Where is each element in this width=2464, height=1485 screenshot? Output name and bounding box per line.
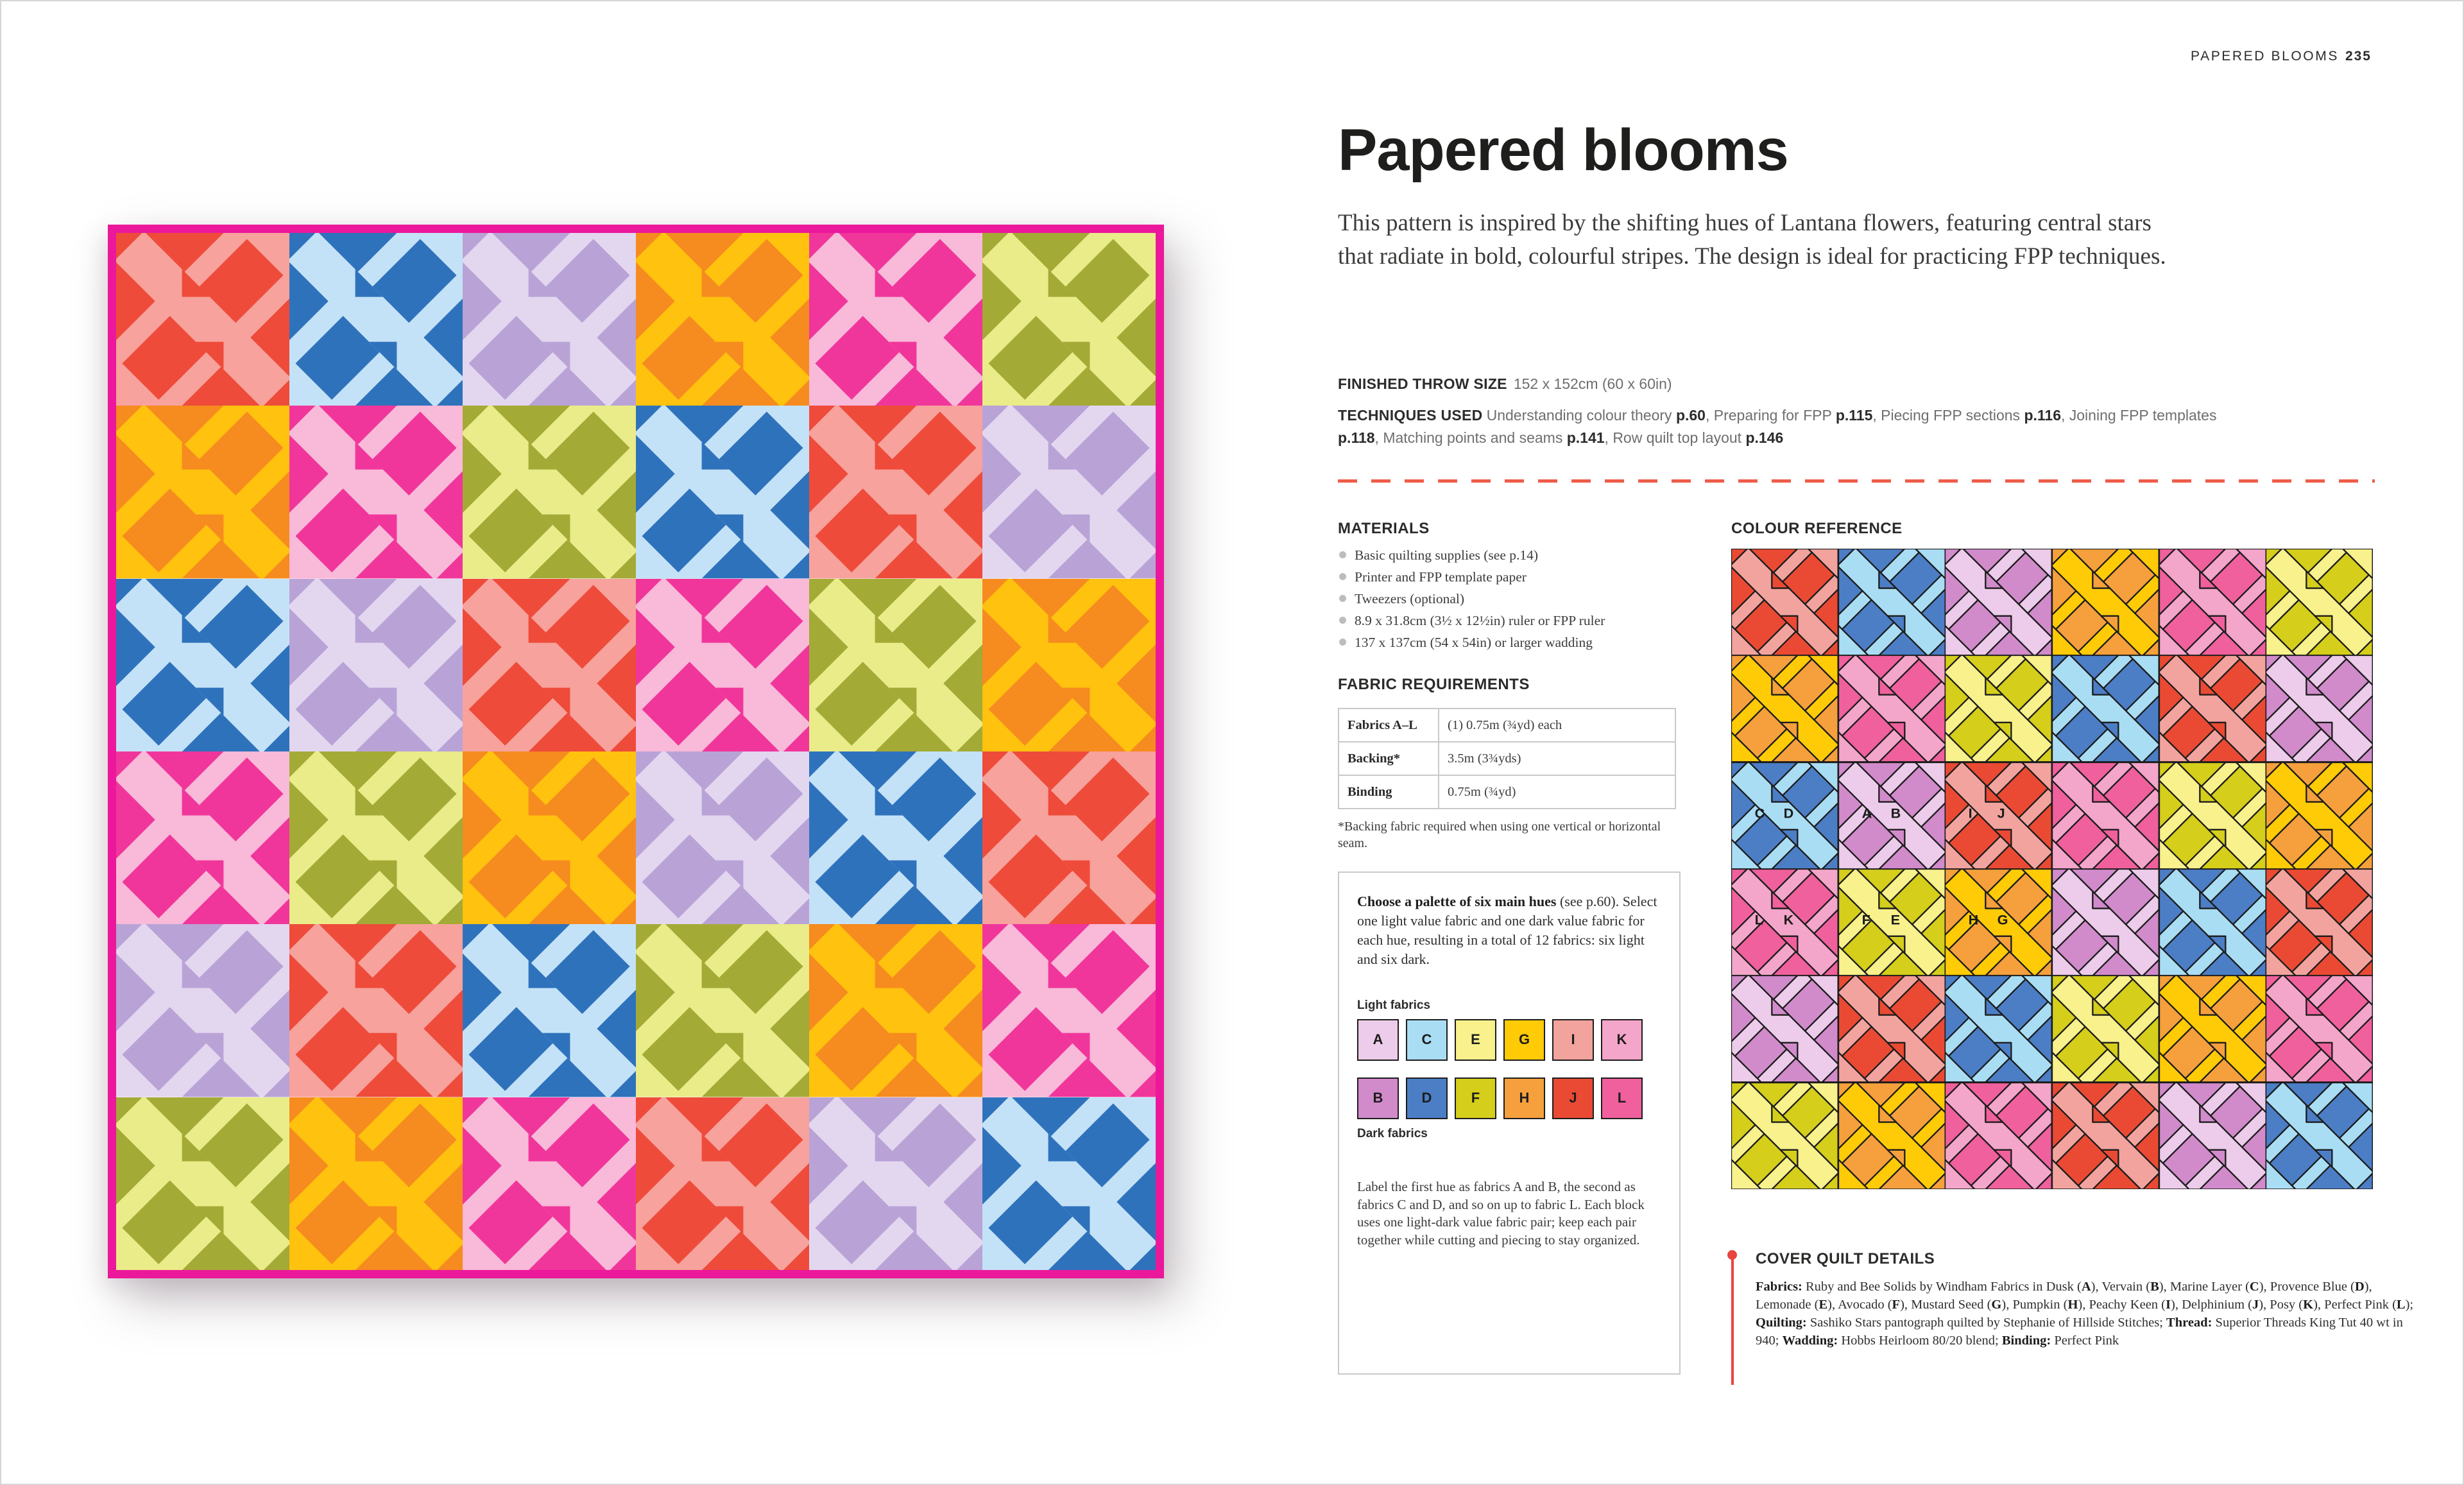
fabric-swatch-K: K bbox=[1601, 1019, 1643, 1061]
svg-text:J: J bbox=[1997, 805, 2006, 821]
svg-text:E: E bbox=[1890, 911, 1900, 928]
quilt-block bbox=[2159, 1083, 2266, 1189]
techniques-line bbox=[1338, 404, 2255, 449]
quilt-block bbox=[2052, 1083, 2159, 1189]
quilt-block bbox=[463, 579, 636, 751]
cover-quilt-details-text: Fabrics: Ruby and Bee Solids by Windham Fabrics in Dusk (A), Vervain (B), Marine Layer (C), Provence Blue (D), Lemonade (E), Avocado (F), Mustard Seed (G), Pumpkin (H), Peachy Keen (I), Delphinium (J), Posy (K), Perfect Pink (L); Quilting: Sashiko Stars pantograph quilted by Stephanie of Hillside Stitches; Thread: Superior Threads King Tut 40 wt in 940; Wadding: Hobbs Heirloom 80/20 blend; Binding: Perfect Pink bbox=[1756, 1280, 2414, 1348]
quilt-block bbox=[289, 1097, 463, 1270]
palette-instructions bbox=[1357, 892, 1661, 969]
dark-swatch-row bbox=[1357, 1077, 1661, 1119]
fabric-swatch-C: C bbox=[1406, 1019, 1448, 1061]
quilt-block bbox=[116, 924, 289, 1097]
colour-reference-diagram bbox=[1731, 549, 2373, 1189]
palette-box bbox=[1338, 871, 1681, 1375]
quilt-block bbox=[2266, 549, 2373, 655]
quilt-block bbox=[463, 751, 636, 924]
fabric-swatch-D: D bbox=[1406, 1077, 1448, 1119]
fabric-swatch-F: F bbox=[1455, 1077, 1496, 1119]
bullet-dot-icon bbox=[1339, 639, 1346, 646]
backing-footnote: *Backing fabric required when using one vertical or horizontal seam. bbox=[1338, 820, 1661, 850]
quilt-block bbox=[289, 233, 463, 406]
quilt-block bbox=[1838, 549, 1946, 655]
page-number: 235 bbox=[2345, 49, 2372, 64]
quilt-block bbox=[2266, 762, 2373, 869]
fabric-swatch-H: H bbox=[1503, 1077, 1545, 1119]
quilt-block bbox=[2159, 655, 2266, 762]
quilt-block bbox=[1731, 1083, 1838, 1189]
quilt-block bbox=[2266, 655, 2373, 762]
quilt-block bbox=[636, 579, 809, 751]
quilt-block bbox=[1731, 762, 1838, 869]
fabric-swatch-I: I bbox=[1552, 1019, 1594, 1061]
quilt-block bbox=[463, 233, 636, 406]
quilt-block bbox=[2052, 975, 2159, 1082]
techniques-items: Understanding colour theory p.60, Preparing for FPP p.115, Piecing FPP sections p.116, Joining FPP templates p.118, Matching points and seams p.141, Row quilt top layout p.146 bbox=[1338, 407, 2217, 446]
fabric-swatch-E: E bbox=[1455, 1019, 1496, 1061]
quilt-block bbox=[463, 406, 636, 578]
fabric-swatch-L: L bbox=[1601, 1077, 1643, 1119]
svg-text:A: A bbox=[1861, 805, 1872, 821]
dashed-divider bbox=[1338, 479, 2375, 483]
quilt-block bbox=[1731, 975, 1838, 1082]
svg-text:F: F bbox=[1861, 911, 1870, 928]
materials-section bbox=[1338, 521, 1710, 655]
svg-text:H: H bbox=[1968, 911, 1979, 928]
page-title: Papered blooms bbox=[1338, 117, 1788, 183]
bullet-dot-icon bbox=[1339, 595, 1346, 602]
quilt-block bbox=[809, 1097, 982, 1270]
svg-text:D: D bbox=[1783, 805, 1794, 821]
light-swatch-row bbox=[1357, 1019, 1661, 1061]
svg-text:G: G bbox=[1997, 911, 2008, 928]
quilt-block bbox=[116, 579, 289, 751]
quilt-block bbox=[982, 579, 1156, 751]
quilt-block bbox=[982, 233, 1156, 406]
quilt-block bbox=[1731, 549, 1838, 655]
quilt-block bbox=[1838, 655, 1946, 762]
quilt-block bbox=[2266, 1083, 2373, 1189]
running-head bbox=[2191, 49, 2372, 64]
quilt-block bbox=[2159, 549, 2266, 655]
materials-item: 137 x 137cm (54 x 54in) or larger wadding bbox=[1338, 634, 1710, 651]
finished-size-label: FINISHED THROW SIZE bbox=[1338, 375, 1507, 392]
techniques-label: TECHNIQUES USED bbox=[1338, 407, 1483, 424]
quilt-block bbox=[636, 1097, 809, 1270]
table-row: Fabrics A–L (1) 0.75m (¾yd) each bbox=[1339, 708, 1675, 742]
quilt-block bbox=[289, 924, 463, 1097]
finished-size-line bbox=[1338, 375, 1672, 393]
bullet-dot-icon bbox=[1339, 617, 1346, 624]
quilt-block bbox=[1945, 549, 2052, 655]
quilt-block bbox=[1731, 655, 1838, 762]
quilt-block bbox=[809, 751, 982, 924]
quilt-block bbox=[2159, 762, 2266, 869]
quilt-block bbox=[116, 751, 289, 924]
quilt-block bbox=[2052, 762, 2159, 869]
quilt-block bbox=[289, 406, 463, 578]
svg-text:C: C bbox=[1754, 805, 1765, 821]
fabric-swatch-A: A bbox=[1357, 1019, 1399, 1061]
quilt-block bbox=[1945, 1083, 2052, 1189]
pin-line bbox=[1731, 1258, 1734, 1385]
quilt-block bbox=[2052, 869, 2159, 975]
quilt-block bbox=[463, 924, 636, 1097]
quilt-block bbox=[289, 579, 463, 751]
light-fabrics-label: Light fabrics bbox=[1357, 998, 1431, 1012]
quilt-block bbox=[1945, 762, 2052, 869]
cover-quilt-details-heading: COVER QUILT DETAILS bbox=[1756, 1250, 1935, 1267]
materials-item: Basic quilting supplies (see p.14) bbox=[1338, 547, 1710, 564]
quilt-block bbox=[982, 924, 1156, 1097]
quilt-block bbox=[116, 1097, 289, 1270]
quilt-block bbox=[463, 1097, 636, 1270]
quilt-block bbox=[289, 751, 463, 924]
table-row: Backing* 3.5m (3¾yds) bbox=[1339, 742, 1675, 775]
running-head-title: PAPERED BLOOMS bbox=[2191, 49, 2339, 64]
quilt-block bbox=[982, 1097, 1156, 1270]
bullet-dot-icon bbox=[1339, 573, 1346, 580]
quilt-block bbox=[116, 406, 289, 578]
fabric-requirements-table bbox=[1338, 708, 1676, 809]
svg-text:L: L bbox=[1754, 911, 1763, 928]
materials-list bbox=[1338, 547, 1710, 651]
quilt-block bbox=[636, 406, 809, 578]
palette-title: Choose a palette of six main hues bbox=[1357, 893, 1557, 909]
colour-reference-heading: COLOUR REFERENCE bbox=[1731, 520, 1903, 537]
quilt-block bbox=[2266, 975, 2373, 1082]
quilt-block bbox=[809, 233, 982, 406]
quilt-block bbox=[636, 233, 809, 406]
quilt-block bbox=[116, 233, 289, 406]
quilt-block bbox=[1838, 1083, 1946, 1189]
table-row: Binding 0.75m (¾yd) bbox=[1339, 775, 1675, 809]
bullet-dot-icon bbox=[1339, 551, 1346, 558]
materials-heading: MATERIALS bbox=[1338, 520, 1430, 537]
quilt-block bbox=[2159, 869, 2266, 975]
red-pin-marker bbox=[1727, 1250, 1738, 1386]
quilt-block bbox=[982, 751, 1156, 924]
quilt-block bbox=[1945, 869, 2052, 975]
quilt-block bbox=[1945, 655, 2052, 762]
quilt-photo bbox=[108, 225, 1164, 1278]
quilt-block bbox=[636, 924, 809, 1097]
quilt-block bbox=[1731, 869, 1838, 975]
quilt-block bbox=[982, 406, 1156, 578]
quilt-block bbox=[1838, 975, 1946, 1082]
svg-text:B: B bbox=[1890, 805, 1901, 821]
materials-item: Tweezers (optional) bbox=[1338, 590, 1710, 608]
fabric-requirements-heading: FABRIC REQUIREMENTS bbox=[1338, 676, 1530, 693]
quilt-block bbox=[2052, 655, 2159, 762]
quilt-block bbox=[809, 406, 982, 578]
palette-body: (see p.60). Select one light value fabric and one dark value fabric for each hue, resulting in a total of 12 fabrics: six light and six dark. bbox=[1357, 893, 1657, 967]
quilt-block bbox=[1838, 869, 1946, 975]
svg-text:K: K bbox=[1783, 911, 1794, 928]
fabric-requirements-section bbox=[1338, 677, 1697, 852]
materials-item: 8.9 x 31.8cm (3½ x 12½in) ruler or FPP ruler bbox=[1338, 612, 1710, 630]
quilt-block bbox=[1945, 975, 2052, 1082]
fabric-swatch-B: B bbox=[1357, 1077, 1399, 1119]
finished-size-value: 152 x 152cm (60 x 60in) bbox=[1513, 375, 1672, 392]
quilt-block bbox=[2052, 549, 2159, 655]
fabric-swatch-G: G bbox=[1503, 1019, 1545, 1061]
intro-paragraph: This pattern is inspired by the shifting hues of Lantana flowers, featuring central stars that radiate in bold, colourful stripes. The design is ideal for practicing FPP techniques. bbox=[1338, 210, 2166, 270]
quilt-block bbox=[809, 579, 982, 751]
palette-note: Label the first hue as fabrics A and B, the second as fabrics C and D, and so on up to fabric L. Each block uses one light-dark value fabric pair; keep each pair together while cutting and piecing to stay organized. bbox=[1357, 1178, 1645, 1248]
materials-item: Printer and FPP template paper bbox=[1338, 569, 1710, 586]
quilt-block bbox=[636, 751, 809, 924]
quilt-block bbox=[2159, 975, 2266, 1082]
fabric-swatch-J: J bbox=[1552, 1077, 1594, 1119]
dark-fabrics-label: Dark fabrics bbox=[1357, 1126, 1428, 1140]
quilt-block bbox=[2266, 869, 2373, 975]
quilt-block bbox=[1838, 762, 1946, 869]
quilt-block bbox=[809, 924, 982, 1097]
svg-text:I: I bbox=[1968, 805, 1973, 821]
